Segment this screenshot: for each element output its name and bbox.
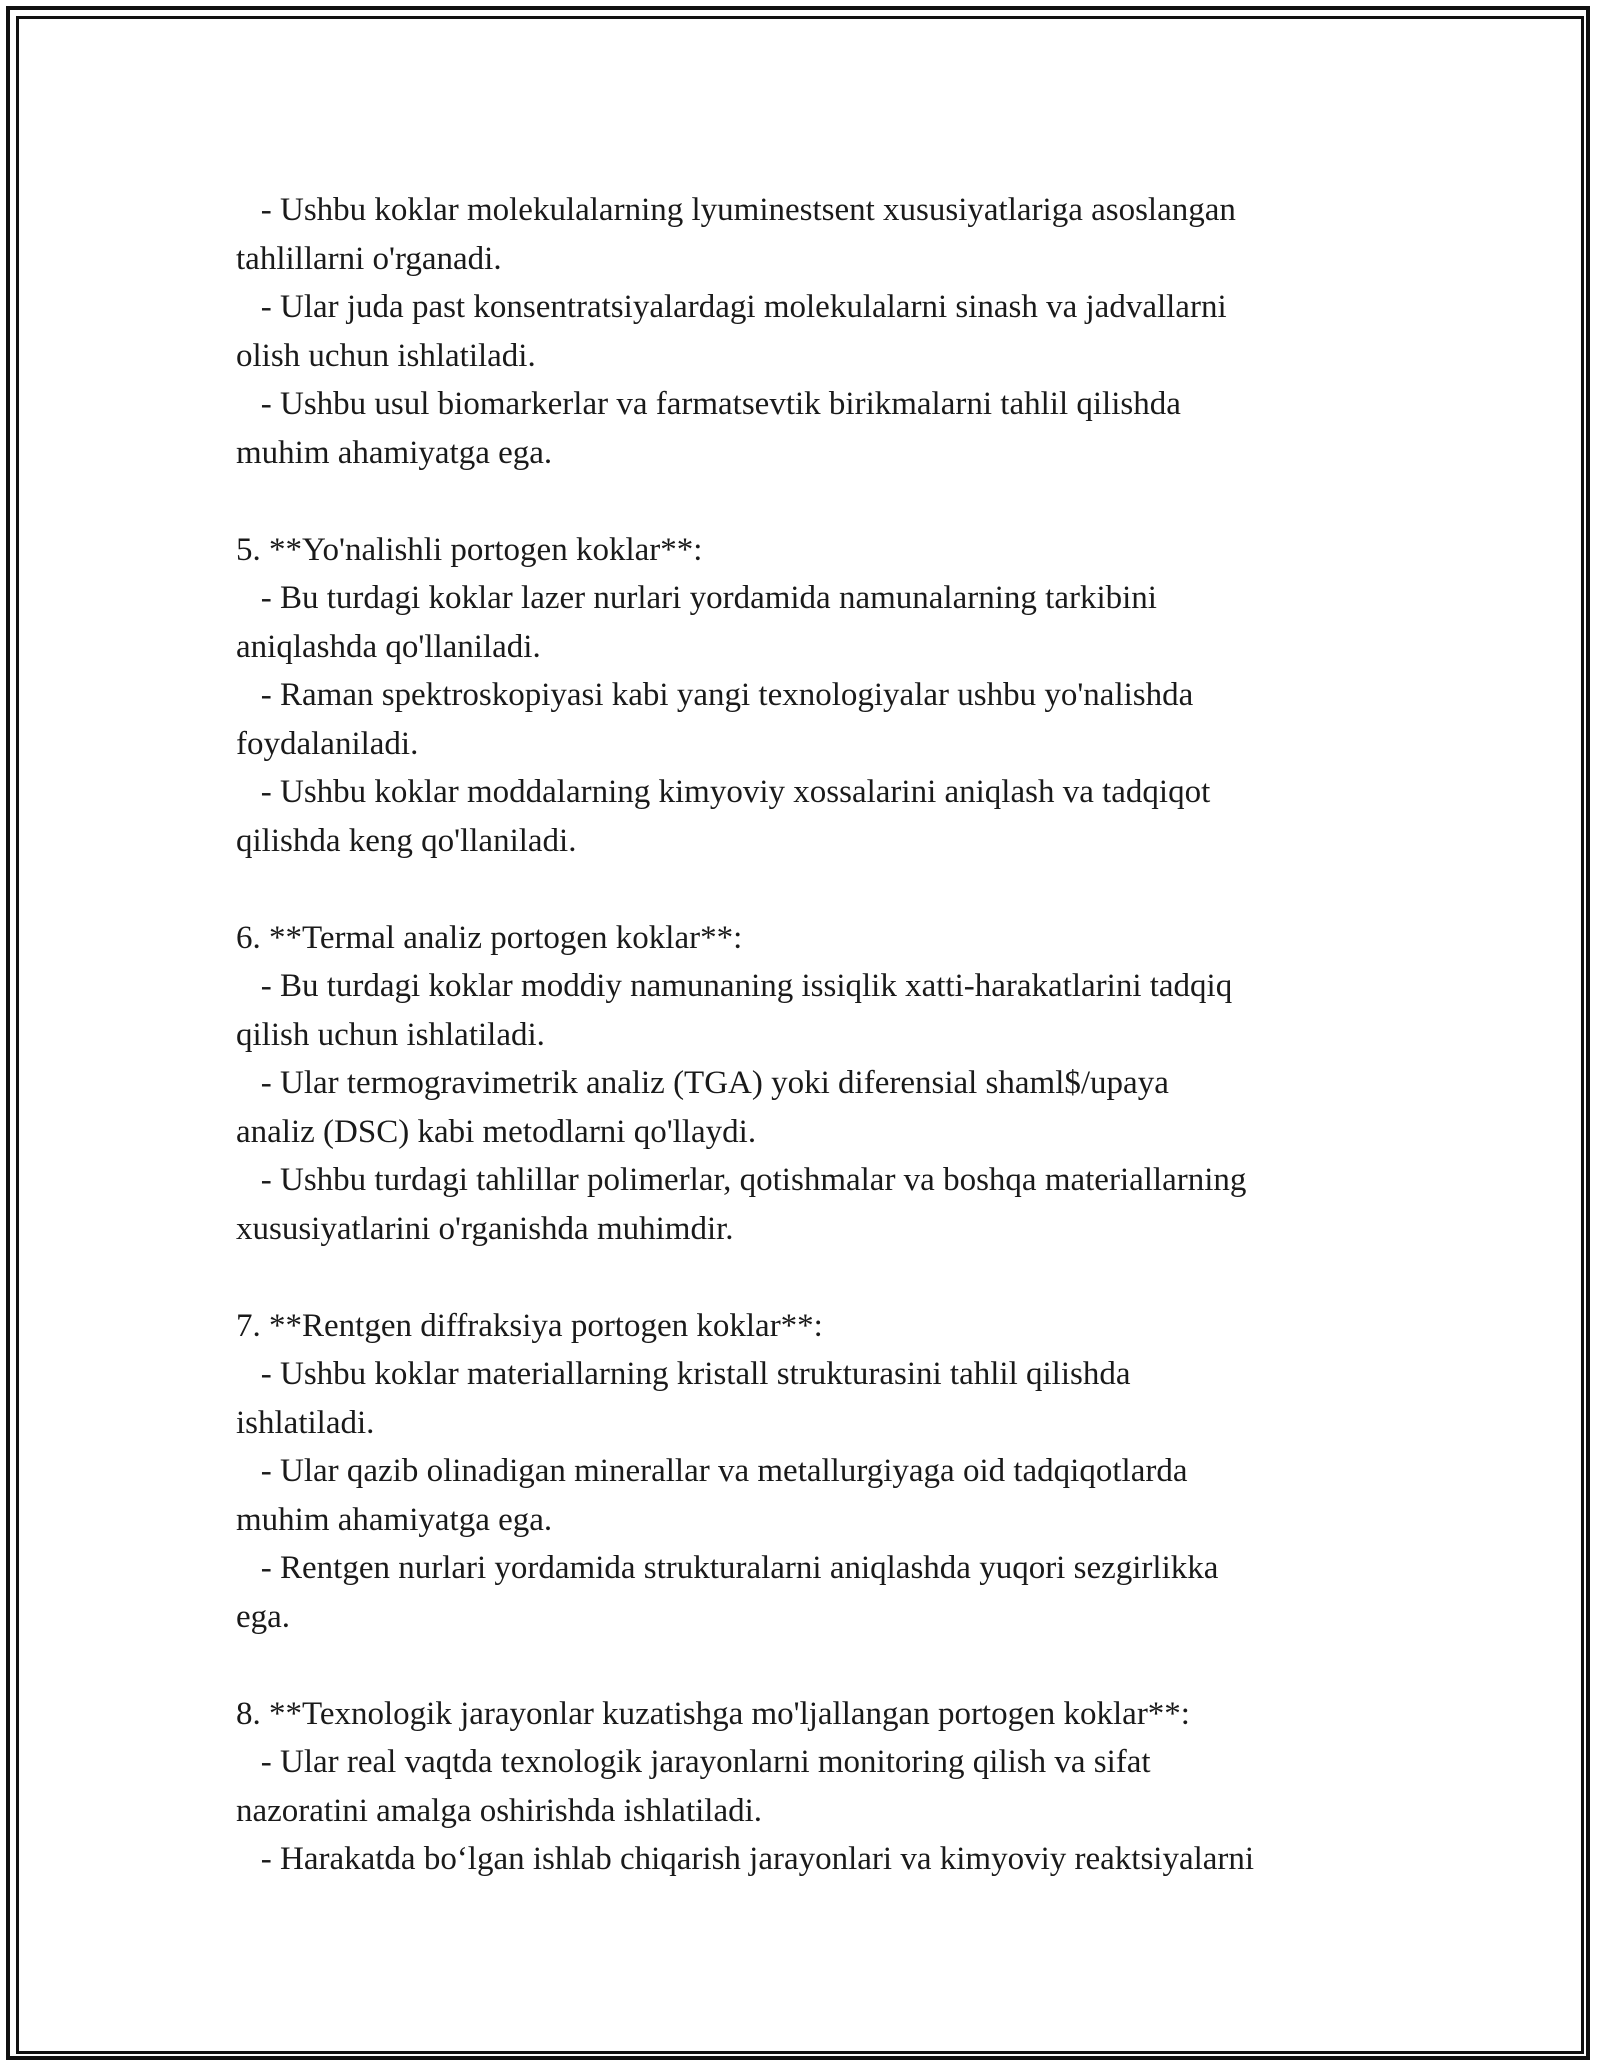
text-line: - Harakatda bo‘lgan ishlab chiqarish jarayonlari va kimyoviy reaktsiyalarni xyxy=(236,1841,1255,1877)
text-line: - Ular real vaqtda texnologik jarayonlarni monitoring qilish va sifat xyxy=(236,1744,1151,1780)
text-line: - Ushbu koklar moddalarning kimyoviy xossalarini aniqlash va tadqiqot xyxy=(236,774,1211,810)
text-line: - Bu turdagi koklar lazer nurlari yordamida namunalarning tarkibini xyxy=(236,580,1157,616)
text-line: tahlillarni o'rganadi. xyxy=(236,240,502,277)
text-line: - Rentgen nurlari yordamida strukturalarni aniqlashda yuqori sezgirlikka xyxy=(236,1550,1219,1586)
text-line: - Ular qazib olinadigan minerallar va metallurgiyaga oid tadqiqotlarda xyxy=(236,1453,1188,1489)
blank-line xyxy=(236,1641,1366,1690)
text-line: aniqlashda qo'llaniladi. xyxy=(236,628,541,665)
text-line: nazoratini amalga oshirishda ishlatiladi. xyxy=(236,1792,763,1829)
text-line: analiz (DSC) kabi metodlarni qo'llaydi. xyxy=(236,1113,757,1150)
text-line: ishlatiladi. xyxy=(236,1404,375,1441)
text-line: - Ular termogravimetrik analiz (TGA) yoki diferensial shaml$/upaya xyxy=(236,1065,1169,1101)
text-line: - Raman spektroskopiyasi kabi yangi texnologiyalar ushbu yo'nalishda xyxy=(236,677,1194,713)
text-line: - Ushbu usul biomarkerlar va farmatsevtik birikmalarni tahlil qilishda xyxy=(236,386,1181,422)
text-line: - Ushbu koklar materiallarning kristall strukturasini tahlil qilishda xyxy=(236,1356,1131,1392)
section-heading-6: 6. **Termal analiz portogen koklar**: xyxy=(236,919,743,956)
text-line: qilish uchun ishlatiladi. xyxy=(236,1016,545,1053)
text-line: muhim ahamiyatga ega. xyxy=(236,434,553,471)
section-heading-8: 8. **Texnologik jarayonlar kuzatishga mo'ljallangan portogen koklar**: xyxy=(236,1695,1190,1732)
text-line: - Ular juda past konsentratsiyalardagi molekulalarni sinash va jadvallarni xyxy=(236,289,1227,325)
section-heading-5: 5. **Yo'nalishli portogen koklar**: xyxy=(236,531,703,568)
document-body xyxy=(236,186,1366,1884)
text-line: - Ushbu turdagi tahlillar polimerlar, qotishmalar va boshqa materiallarning xyxy=(236,1162,1247,1198)
text-line: foydalaniladi. xyxy=(236,725,419,762)
text-line: qilishda keng qo'llaniladi. xyxy=(236,822,577,859)
text-line: ega. xyxy=(236,1598,291,1635)
text-line: - Bu turdagi koklar moddiy namunaning issiqlik xatti-harakatlarini tadqiq xyxy=(236,968,1233,1004)
blank-line xyxy=(236,477,1366,526)
blank-line xyxy=(236,1253,1366,1302)
text-line: olish uchun ishlatiladi. xyxy=(236,337,536,374)
section-heading-7: 7. **Rentgen diffraksiya portogen koklar**: xyxy=(236,1307,823,1344)
blank-line xyxy=(236,865,1366,914)
text-line: muhim ahamiyatga ega. xyxy=(236,1501,553,1538)
text-line: xususiyatlarini o'rganishda muhimdir. xyxy=(236,1210,734,1247)
text-line: - Ushbu koklar molekulalarning lyuminestsent xususiyatlariga asoslangan xyxy=(236,192,1236,228)
